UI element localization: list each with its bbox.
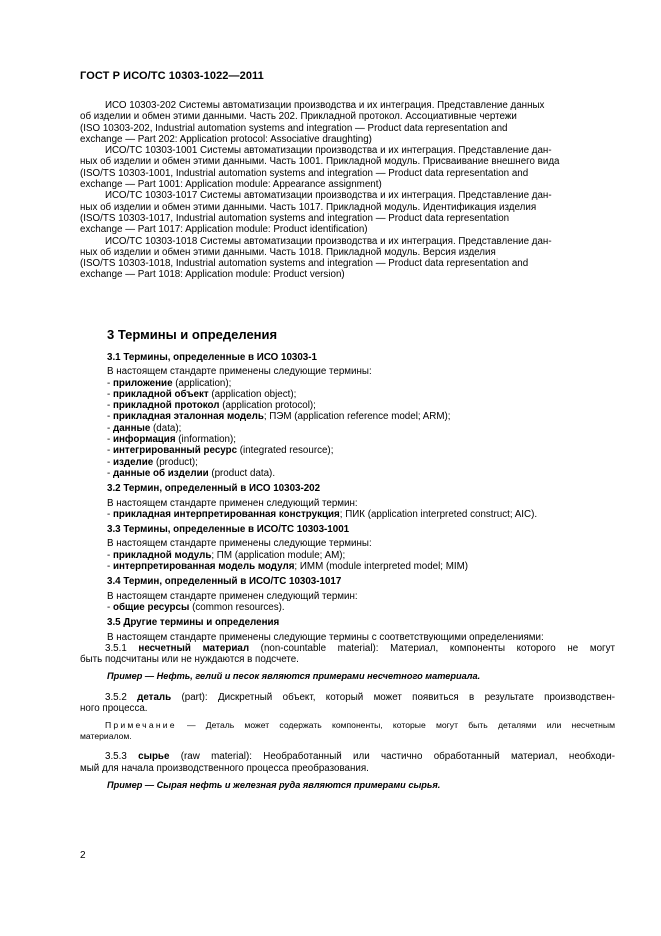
definition-3-5-1: 3.5.1 несчетный материал (non-countable material): Материал, компоненты которого не могут быть подсчитаны или не нуждаются в подсчете. <box>80 642 615 666</box>
reference-202 <box>80 100 615 145</box>
section-3-1-intro: В настоящем стандарте применены следующие термины: <box>107 366 372 378</box>
list-item: - прикладной объект (application object); <box>107 388 297 400</box>
ref-line: exchange — Part 202: Application protocol: Associative draughting) <box>80 133 372 145</box>
example-3-5-3: Пример — Сырая нефть и железная руда являются примерами сырья. <box>107 779 441 790</box>
section-3-title: 3 Термины и определения <box>107 327 278 342</box>
reference-1017 <box>80 190 615 235</box>
list-item: - интерпретированная модель модуля; ИММ (module interpreted model; MIM) <box>107 561 469 573</box>
section-3-1 <box>80 352 615 791</box>
list-item: - общие ресурсы (common resources). <box>107 601 285 613</box>
note-3-5-2: Примечание — Деталь может содержать компоненты, которые могут быть деталями или несчетным материалом. <box>80 720 615 742</box>
ref-line: об изделии и обмен этими данными. Часть 202. Прикладной протокол. Ассоциативные чертежи <box>80 111 517 123</box>
document-header: ГОСТ Р ИСО/ТС 10303-1022—2011 <box>80 70 264 82</box>
list-item: - данные (data); <box>107 422 182 434</box>
ref-line: (ISO/TS 10303-1017, Industrial automation systems and integration — Product data representation <box>80 212 510 224</box>
ref-line: ных об изделии и обмен этими данными. Часть 1001. Прикладной модуль. Присваивание внешнего вида <box>80 156 560 168</box>
ref-line: (ISO/TS 10303-1001, Industrial automation systems and integration — Product data representation and <box>80 167 529 179</box>
list-item: - прикладной модуль; ПМ (application module; AM); <box>107 549 346 561</box>
ref-line: (ISO 10303-202, Industrial automation systems and integration — Product data representation and <box>80 122 508 134</box>
references-block <box>80 100 615 281</box>
reference-1018 <box>80 236 615 281</box>
ref-line: ИСО/ТС 10303-1018 Системы автоматизации производства и их интеграция. Представление дан- <box>105 235 552 247</box>
list-item: - интегрированный ресурс (integrated resource); <box>107 445 334 457</box>
ref-line: (ISO/TS 10303-1018, Industrial automation systems and integration — Product data representation and <box>80 258 529 270</box>
list-item: - данные об изделии (product data). <box>107 467 276 479</box>
section-3-4-title: 3.4 Термин, определенный в ИСО/ТС 10303-1017 <box>107 576 342 588</box>
list-item: - приложение (application); <box>107 377 232 389</box>
ref-line: exchange — Part 1018: Application module: Product version) <box>80 269 345 281</box>
ref-line: exchange — Part 1001: Application module: Appearance assignment) <box>80 179 382 191</box>
page-number: 2 <box>80 850 86 861</box>
section-3-2-intro: В настоящем стандарте применен следующий термин: <box>107 497 358 509</box>
section-3-5-intro: В настоящем стандарте применены следующие термины с соответствующими определениями: <box>107 631 544 643</box>
term-list <box>107 378 615 480</box>
section-3-1-title: 3.1 Термины, определенные в ИСО 10303-1 <box>107 352 317 363</box>
definition-3-5-3: 3.5.3 сырье (raw material): Необработанный или частично обработанный материал, необходи- мый для начала производственного процесса преобразования. <box>80 751 615 774</box>
list-item: - прикладная интерпретированная конструкция; ПИК (application interpreted construct; AIC). <box>107 508 538 520</box>
section-3-5-title: 3.5 Другие термины и определения <box>107 617 280 629</box>
list-item: - информация (information); <box>107 434 236 446</box>
ref-line: ных об изделии и обмен этими данными. Часть 1018. Прикладной модуль. Версия изделия <box>80 246 496 258</box>
list-item: - прикладной протокол (application protocol); <box>107 400 316 412</box>
section-3-2-title: 3.2 Термин, определенный в ИСО 10303-202 <box>107 483 321 495</box>
list-item: - изделие (product); <box>107 456 198 468</box>
example-3-5-1: Пример — Нефть, гелий и песок являются примерами несчетного материала. <box>107 671 481 682</box>
section-3-4-intro: В настоящем стандарте применен следующий термин: <box>107 590 358 602</box>
section-3-3-title: 3.3 Термины, определенные в ИСО/ТС 10303-1001 <box>107 524 350 536</box>
ref-line: ИСО/ТС 10303-1017 Системы автоматизации производства и их интеграция. Представление дан- <box>105 190 552 202</box>
definition-3-5-2: 3.5.2 деталь (part): Дискретный объект, который может появиться в результате производствен- ного процесса. <box>80 691 615 715</box>
ref-line: ИСО 10303-202 Системы автоматизации производства и их интеграция. Представление данных <box>105 100 545 111</box>
reference-1001 <box>80 145 615 190</box>
ref-line: exchange — Part 1017: Application module: Product identification) <box>80 224 368 236</box>
ref-line: ИСО/ТС 10303-1001 Системы автоматизации производства и их интеграция. Представление дан- <box>105 145 552 157</box>
section-3-3-intro: В настоящем стандарте применены следующие термины: <box>107 538 372 550</box>
list-item: - прикладная эталонная модель; ПЭМ (application reference model; ARM); <box>107 411 451 423</box>
ref-line: ных об изделии и обмен этими данными. Часть 1017. Прикладной модуль. Идентификация изделия <box>80 201 537 213</box>
